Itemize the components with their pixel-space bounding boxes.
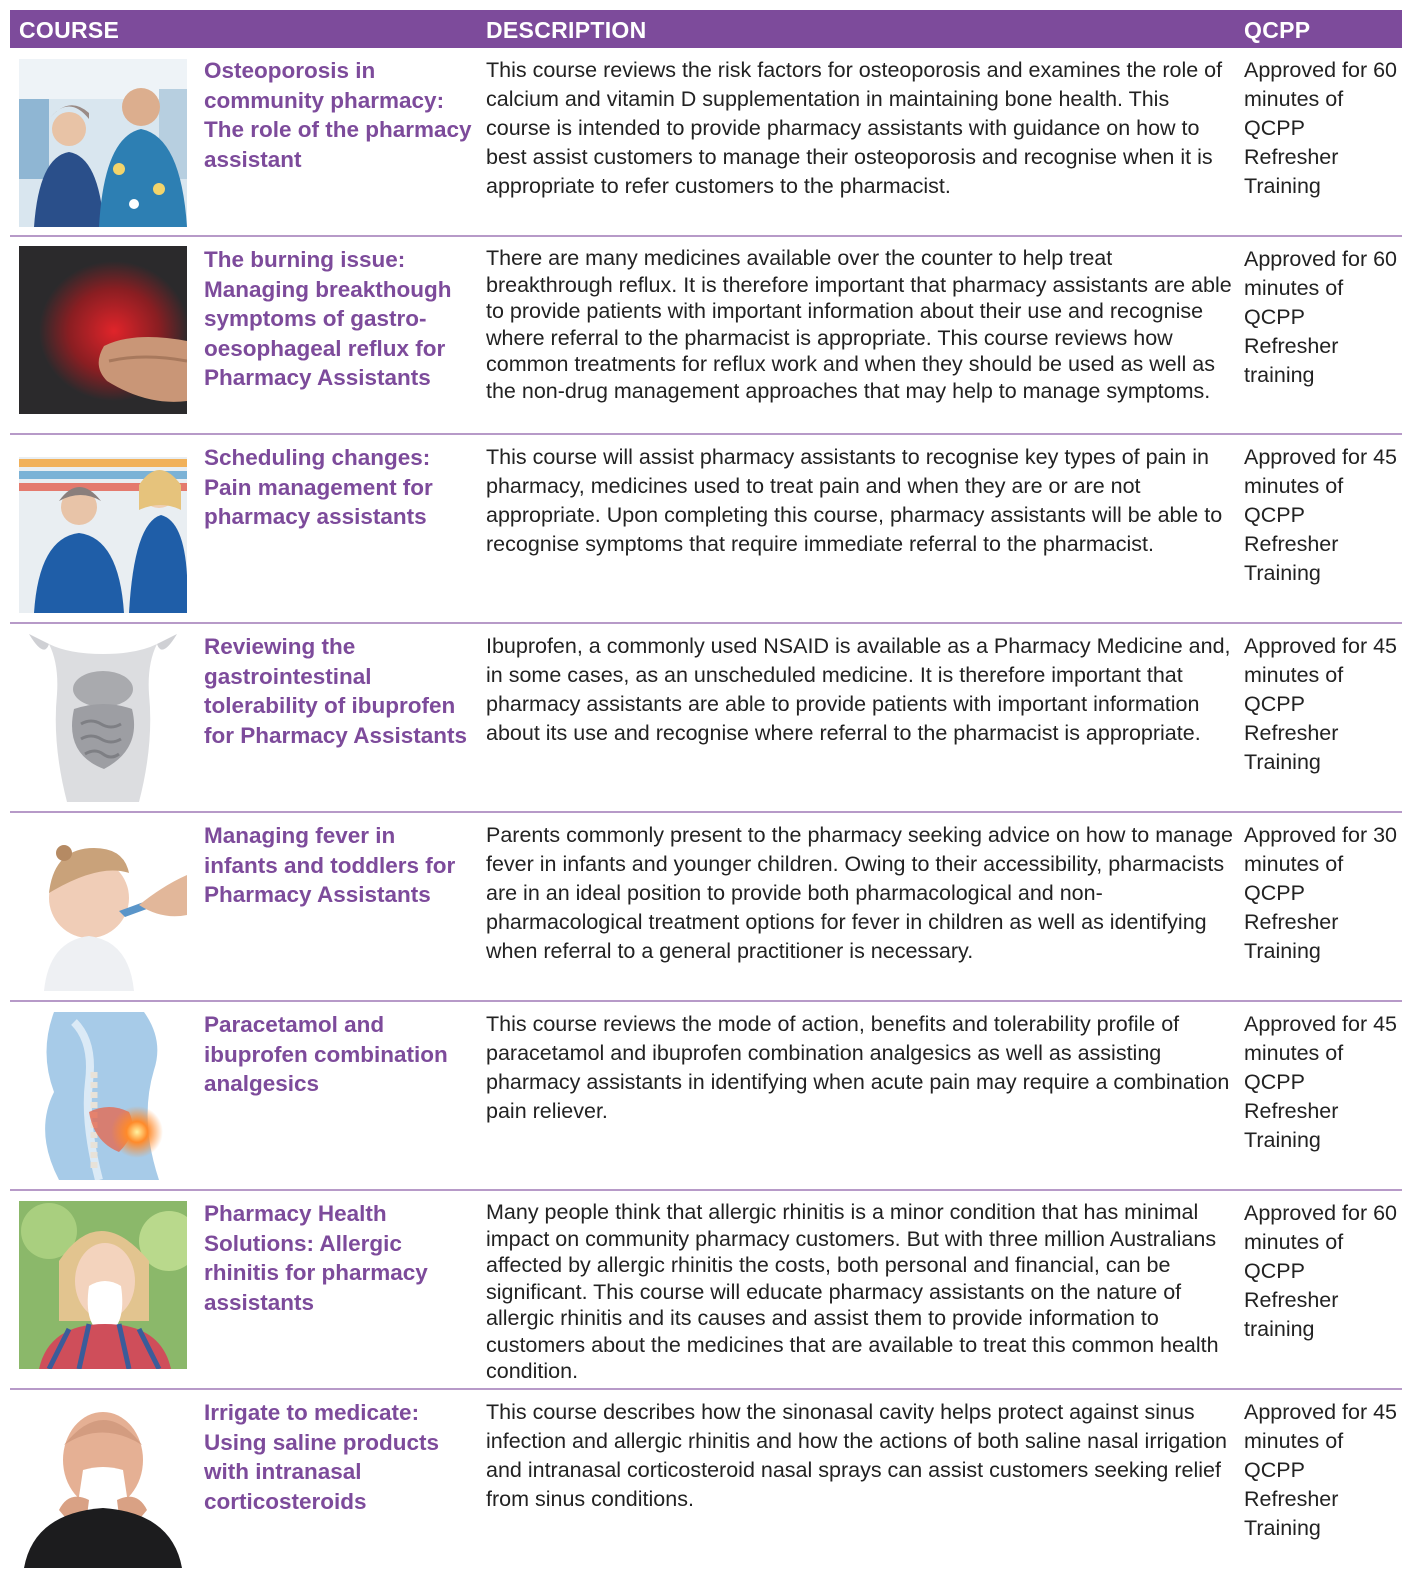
course-title: Reviewing the gastrointestinal tolerability of ibuprofen for Pharmacy Assistants (204, 634, 468, 748)
table-row (10, 1191, 1402, 1390)
course-thumbnail (19, 445, 187, 613)
course-description: Many people think that allergic rhinitis is a minor condition that has minimal impact on community pharmacy customers. But with three million Australians affected by allergic rhinitis the costs, both personal and financial, can be significant. This course will educate pharmacy assistants on the nature of allergic rhinitis and its causes and assist them to provide information to customers about the medicines that are available to treat this common health condition. (486, 1200, 1219, 1383)
course-description: There are many medicines available over the counter to help treat breakthrough reflux. It is therefore important that pharmacy assistants are able to provide patients with important information about their use and recognise where referral to the pharmacist is appropriate. This course reviews how common treatments for reflux work and when they should be used as well as the non-drug management approaches that may help to manage symptoms. (486, 246, 1232, 403)
course-description: This course describes how the sinonasal cavity helps protect against sinus infection and allergic rhinitis and how the actions of both saline nasal irrigation and intranasal corticosteroid nasal sprays can assist customers seeking relief from sinus conditions. (486, 1400, 1227, 1511)
course-thumbnail (19, 634, 187, 802)
course-description: This course will assist pharmacy assistants to recognise key types of pain in pharmacy, medicines used to treat pain and when they are or are not appropriate. Upon completing this course, pharmacy assistants will be able to recognise symptoms that require immediate referral to the pharmacist. (486, 445, 1223, 556)
table-row (10, 1390, 1402, 1581)
course-title: Osteoporosis in community pharmacy: The role of the pharmacy assistant (204, 58, 472, 172)
course-description: Ibuprofen, a commonly used NSAID is available as a Pharmacy Medicine and, in some cases, as an unscheduled medicine. It is therefore important that pharmacy assistants are able to provide patients with important information about its use and recognise where referral to the pharmacist is appropriate. (486, 634, 1231, 745)
course-thumbnail (19, 823, 187, 991)
table-row (10, 48, 1402, 237)
header-description: DESCRIPTION (486, 17, 647, 43)
course-title: Irrigate to medicate: Using saline products with intranasal corticosteroids (204, 1400, 440, 1514)
course-thumbnail (19, 1400, 187, 1568)
course-qcpp: Approved for 60 minutes of QCPP Refresher training (1244, 247, 1397, 387)
course-description: This course reviews the mode of action, benefits and tolerability profile of paracetamol and ibuprofen combination analgesics as well as assisting pharmacy assistants in identifying when acute pain may require a combination pain reliever. (486, 1012, 1230, 1123)
course-qcpp: Approved for 60 minutes of QCPP Refresher Training (1244, 58, 1397, 198)
table-row (10, 624, 1402, 813)
course-qcpp: Approved for 45 minutes of QCPP Refresher Training (1244, 445, 1397, 585)
course-table (10, 10, 1402, 1581)
course-qcpp: Approved for 30 minutes of QCPP Refresher Training (1244, 823, 1397, 963)
course-description: This course reviews the risk factors for osteoporosis and examines the role of calcium and vitamin D supplementation in maintaining bone health. This course is intended to provide pharmacy assistants with guidance on how to best assist customers to manage their osteoporosis and recognise when it is appropriate to refer customers to the pharmacist. (486, 58, 1223, 198)
course-title: The burning issue: Managing breakthough symptoms of gastro-oesophageal reflux for Pharmacy Assistants (204, 247, 452, 390)
course-title: Paracetamol and ibuprofen combination analgesics (204, 1012, 448, 1096)
header-course: COURSE (19, 17, 120, 43)
table-row (10, 1002, 1402, 1191)
course-qcpp: Approved for 45 minutes of QCPP Refresher Training (1244, 1012, 1397, 1152)
course-description: Parents commonly present to the pharmacy seeking advice on how to manage fever in infants and younger children. Owing to their accessibility, pharmacists are in an ideal position to provide both pharmacological and non-pharmacological treatment options for fever in children as well as identifying when referral to a general practitioner is necessary. (486, 823, 1233, 963)
course-title: Pharmacy Health Solutions: Allergic rhinitis for pharmacy assistants (204, 1201, 428, 1315)
table-row (10, 813, 1402, 1002)
course-qcpp: Approved for 45 minutes of QCPP Refresher Training (1244, 1400, 1397, 1540)
course-thumbnail (19, 1201, 187, 1369)
course-thumbnail (19, 246, 187, 414)
table-header (10, 10, 1402, 48)
course-qcpp: Approved for 60 minutes of QCPP Refresher training (1244, 1201, 1397, 1341)
course-title: Scheduling changes: Pain management for pharmacy assistants (204, 445, 433, 529)
course-title: Managing fever in infants and toddlers for Pharmacy Assistants (204, 823, 456, 907)
table-row (10, 237, 1402, 435)
header-qcpp: QCPP (1244, 17, 1311, 43)
table-row (10, 435, 1402, 624)
course-thumbnail (19, 1012, 187, 1180)
course-thumbnail (19, 59, 187, 227)
course-qcpp: Approved for 45 minutes of QCPP Refresher Training (1244, 634, 1397, 774)
